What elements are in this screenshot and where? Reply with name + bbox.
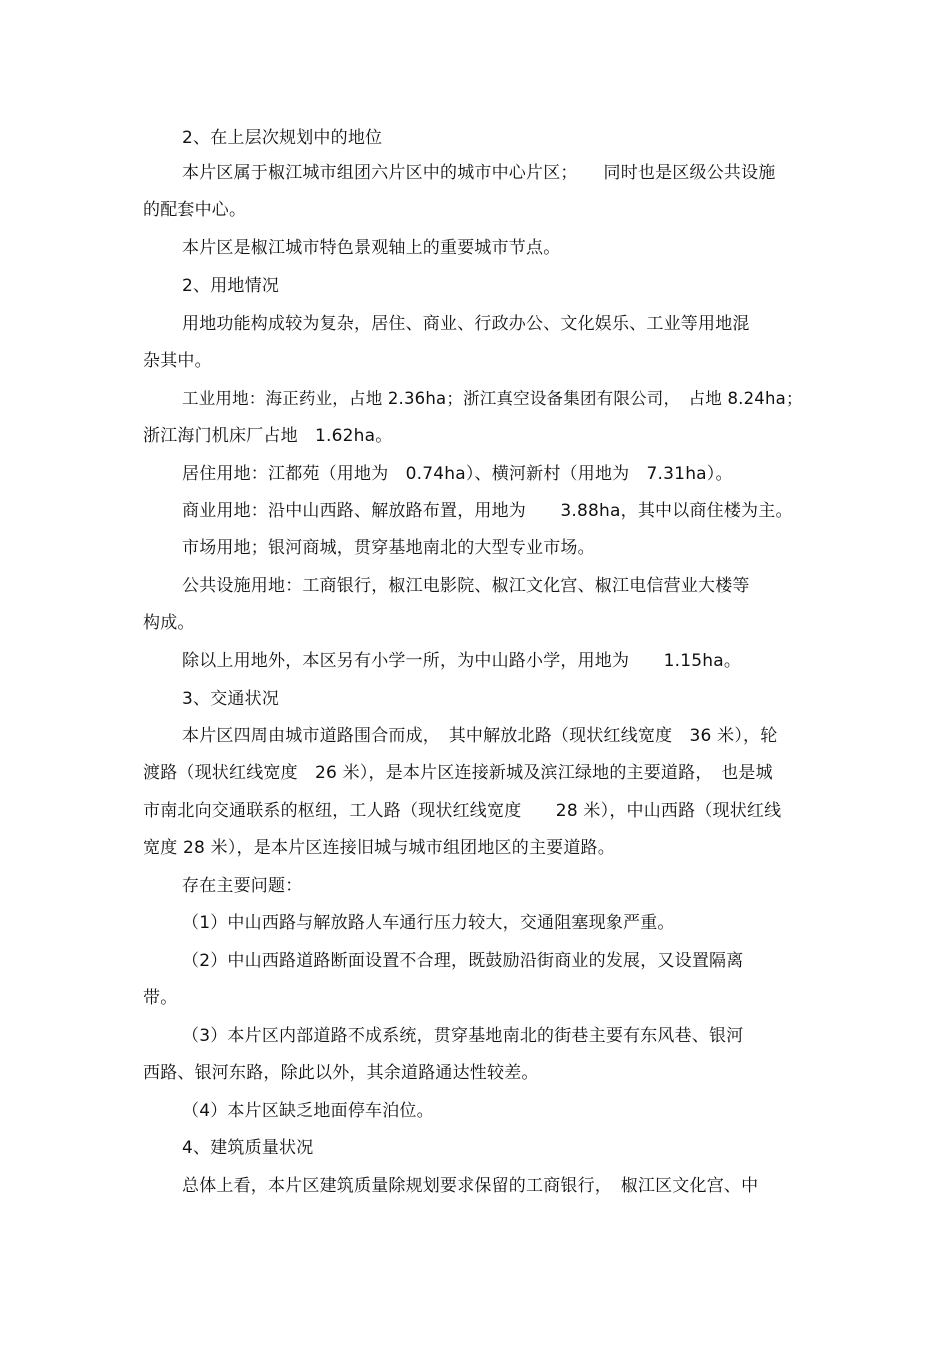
paragraph-line: 市场用地；银河商城，贯穿基地南北的大型专业市场。 — [182, 538, 595, 558]
paragraph-line: 渡路（现状红线宽度 26 米），是本片区连接新城及滨江绿地的主要道路， 也是城 — [143, 763, 773, 783]
heading-planning-position: 2、在上层次规划中的地位 — [182, 128, 383, 148]
list-item-continuation: 西路、银河东路，除此以外，其余道路通达性较差。 — [143, 1063, 539, 1083]
paragraph-line: 用地功能构成较为复杂，居住、商业、行政办公、文化娱乐、工业等用地混 — [182, 314, 750, 334]
paragraph-line: 本片区是椒江城市特色景观轴上的重要城市节点。 — [182, 238, 561, 258]
paragraph-line: 总体上看，本片区建筑质量除规划要求保留的工商银行， 椒江区文化宫、中 — [182, 1176, 759, 1196]
paragraph-line: 本片区属于椒江城市组团六片区中的城市中心片区； 同时也是区级公共设施 — [182, 163, 776, 183]
paragraph-line: 宽度 28 米），是本片区连接旧城与城市组团地区的主要道路。 — [143, 838, 615, 858]
list-item: （4）本片区缺乏地面停车泊位。 — [182, 1101, 434, 1121]
paragraph-line: 构成。 — [143, 613, 195, 633]
paragraph-line: 本片区四周由城市道路围合而成， 其中解放北路（现状红线宽度 36 米），轮 — [182, 726, 778, 746]
paragraph-line: 存在主要问题： — [182, 876, 303, 896]
heading-land-use: 2、用地情况 — [182, 276, 280, 296]
paragraph-line: 工业用地：海正药业，占地 2.36ha；浙江真空设备集团有限公司， 占地 8.24ha； — [182, 389, 803, 408]
list-item-continuation: 带。 — [143, 988, 178, 1008]
list-item: （3）本片区内部道路不成系统，贯穿基地南北的街巷主要有东风巷、银河 — [182, 1026, 744, 1046]
paragraph-line: 除以上用地外，本区另有小学一所，为中山路小学，用地为 1.15ha。 — [182, 651, 742, 671]
list-item: （1）中山西路与解放路人车通行压力较大，交通阻塞现象严重。 — [182, 913, 675, 933]
paragraph-line: 市南北向交通联系的枢纽，工人路（现状红线宽度 28 米），中山西路（现状红线 — [143, 801, 782, 821]
list-item: （2）中山西路道路断面设置不合理，既鼓励沿街商业的发展，又设置隔离 — [182, 951, 744, 971]
paragraph-line: 公共设施用地：工商银行，椒江电影院、椒江文化宫、椒江电信营业大楼等 — [182, 576, 750, 596]
heading-building-quality: 4、建筑质量状况 — [182, 1138, 314, 1158]
paragraph-line: 浙江海门机床厂占地 1.62ha。 — [143, 426, 393, 446]
heading-traffic: 3、交通状况 — [182, 689, 280, 709]
paragraph-line: 的配套中心。 — [143, 200, 247, 220]
paragraph-line: 杂其中。 — [143, 351, 212, 371]
paragraph-line: 居住用地：江都苑（用地为 0.74ha）、横河新村（用地为 7.31ha）。 — [182, 464, 733, 484]
paragraph-line: 商业用地：沿中山西路、解放路布置，用地为 3.88ha，其中以商住楼为主。 — [182, 501, 793, 521]
